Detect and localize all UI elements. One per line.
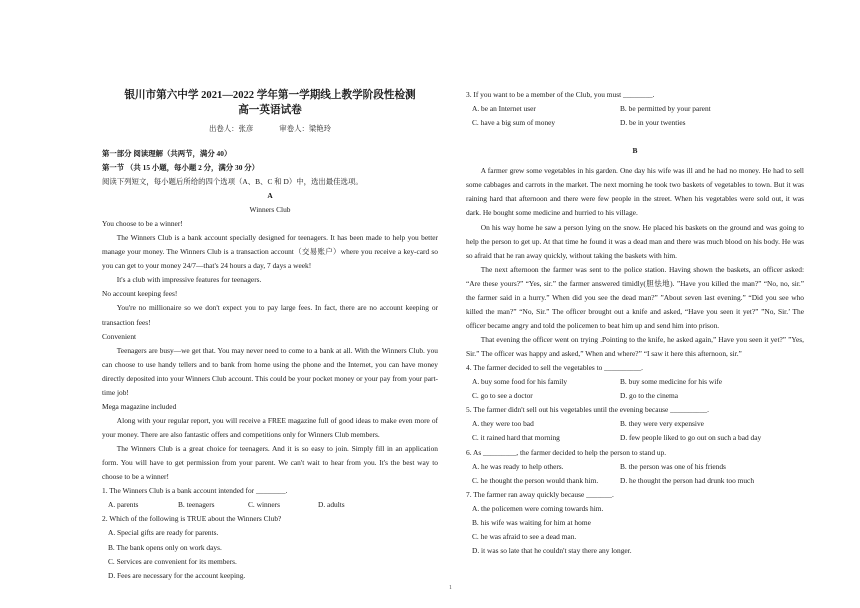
question-4-options xyxy=(466,375,804,389)
section-heading: 第一节 （共 15 小题，每小题 2 分，满分 30 分） xyxy=(102,162,260,172)
question-4-options xyxy=(466,389,804,403)
author: 出卷人：张彦 xyxy=(208,123,254,133)
question-4: 4. The farmer decided to sell the vegetables to __________. xyxy=(466,363,643,373)
option: B. teenagers xyxy=(178,500,215,510)
option: A. he was ready to help others. xyxy=(472,461,564,471)
option: B. be permitted by your parent xyxy=(620,104,711,114)
left-column xyxy=(102,0,438,583)
question-6-options xyxy=(466,460,804,474)
exam-authors xyxy=(102,122,438,136)
passage-line: You choose to be a winner! xyxy=(102,219,183,229)
option: C. Services are convenient for its members. xyxy=(108,556,237,566)
option: C. have a big sum of money xyxy=(472,118,556,128)
passage-paragraph: Teenagers are busy—we get that. You may never need to come to a bank at all. With the Winners Club. you can choose to use handy tellers and to bank from home using the phone and the Internet, you can have money directly deposited into your Winners Club account. This could be your pocket money or your pay from your part-time job! xyxy=(102,345,438,397)
option: C. he thought the person would thank him. xyxy=(472,475,599,485)
question-6-options xyxy=(466,474,804,488)
exam-subtitle: 高一英语试卷 xyxy=(238,105,302,117)
question-7: 7. The farmer ran away quickly because _______. xyxy=(466,489,614,499)
passage-title: Winners Club xyxy=(249,205,291,215)
option: D. it was so late that he couldn't stay there any longer. xyxy=(472,545,632,555)
option: A. the policemen were coming towards him. xyxy=(472,503,604,513)
part-heading: 第一部分 阅读理解（共两节，满分 40） xyxy=(102,148,232,158)
passage-paragraph: That evening the officer went on trying .Pointing to the knife, he asked again,” Have you seen it yet?” ”Yes, Sir.” The officer was happy and asked,” When and where?” “I saw it here this afternoon, sir.” xyxy=(466,335,804,359)
passage-letter: B xyxy=(632,146,638,156)
passage-paragraph: The Winners Club is a great choice for teenagers. And it is so easy to join. Simply fill in an application form. You will have to get permission from your parent. We can't wait to hear from you. It's the best way to choose to be a winner! xyxy=(102,444,438,482)
option: D. go to the cinema xyxy=(620,391,679,401)
passage-paragraph: The Winners Club is a bank account specially designed for teenagers. It has been made to help you better manage your money. The Winners Club is a transaction account（交易账户）where you receive a key-card so you can get to your money 24/7—that's 24 hours a day, 7 days a week! xyxy=(102,233,438,271)
option: A. be an Internet user xyxy=(472,104,536,114)
option: B. his wife was waiting for him at home xyxy=(472,517,591,527)
question-1-options xyxy=(102,498,438,512)
passage-paragraph: You're no millionaire so we don't expect you to pay large fees. In fact, there are no account keeping or transaction fees! xyxy=(102,303,438,327)
option: A. parents xyxy=(108,500,139,510)
option: C. go to see a doctor xyxy=(472,391,533,401)
passage-paragraph: The next afternoon the farmer was sent to the police station. Having shown the baskets, an officer asked: “Are these yours?” “Yes, sir.” the farmer answered timidly(胆怯地). ”Have you killed the man?” “No, no, sir.” the farmer said in a hurry.” When did you see the dead man?” ”About seven last evening.” “Did you see who killed the man?” “No, Sir.” The officer brought out a knife and asked, “Have you seen it yet?” ”No, Sir.’ The officer became angry and told the policemen to beat him up and send him into prison. xyxy=(466,264,804,330)
option: B. buy some medicine for his wife xyxy=(620,377,723,387)
question-3: 3. If you want to be a member of the Club, you must ________. xyxy=(466,90,655,99)
option: A. buy some food for his family xyxy=(472,377,568,387)
question-3-options xyxy=(466,116,804,130)
right-column xyxy=(466,88,804,558)
question-1: 1. The Winners Club is a bank account intended for ________. xyxy=(102,486,288,496)
option: B. The bank opens only on work days. xyxy=(108,542,222,552)
passage-paragraph: It's a club with impressive features for teenagers. xyxy=(116,275,262,285)
option: A. Special gifts are ready for parents. xyxy=(108,528,219,538)
option: D. be in your twenties xyxy=(620,118,686,128)
passage-subheading: Mega magazine included xyxy=(102,401,177,411)
option: B. the person was one of his friends xyxy=(620,461,726,471)
passage-paragraph: Along with your regular report, you will receive a FREE magazine full of good ideas to make even more of your money. There are also fantastic offers and competitions only for Winners Club members. xyxy=(102,415,438,440)
passage-subheading: Convenient xyxy=(102,331,137,341)
option: C. it rained hard that morning xyxy=(472,433,560,443)
option: A. they were too bad xyxy=(472,419,534,429)
option: D. he thought the person had drunk too much xyxy=(620,475,755,485)
question-5: 5. The farmer didn't sell out his vegetables until the evening because __________. xyxy=(466,405,709,415)
exam-title: 银川市第六中学 2021—2022 学年第一学期线上教学阶段性检测 高一英语试卷 xyxy=(102,88,438,119)
option: C. winners xyxy=(248,500,281,510)
option: B. they were very expensive xyxy=(620,419,704,429)
question-6: 6. As _________, the farmer decided to help the person to stand up. xyxy=(466,447,667,457)
question-3-options xyxy=(466,102,804,116)
passage-letter: A xyxy=(267,190,273,200)
question-5-options xyxy=(466,417,804,431)
question-2: 2. Which of the following is TRUE about the Winners Club? xyxy=(102,514,282,524)
option: C. he was afraid to see a dead man. xyxy=(472,531,577,541)
passage-paragraph: On his way home he saw a person lying on the snow. He placed his baskets on the ground and was going to help the person to get up. At that time he found it was a dead man and there was much blood on his body. He was so afraid that he ran away quickly, without taking the baskets with him. xyxy=(466,222,804,260)
question-5-options xyxy=(466,431,804,445)
option: D. adults xyxy=(318,500,345,510)
option: D. few people liked to go out on such a bad day xyxy=(620,433,762,443)
passage-subheading: No account keeping fees! xyxy=(102,289,178,299)
reviewer: 审卷人：梁艳玲 xyxy=(279,123,332,133)
page-number: 1 xyxy=(449,585,452,591)
option: D. Fees are necessary for the account keeping. xyxy=(108,570,246,580)
instruction: 阅读下列短文，每小题后所给的四个选项（A、B、C 和 D）中，选出最佳选项。 xyxy=(102,176,363,186)
passage-paragraph: A farmer grew some vegetables in his garden. One day his wife was ill and he had no money. He had to sell some cabbages and carrots in the market. The next morning he took two baskets of vegetables to town. But it was raining hard that afternoon and there were few people in the street. When his vegetables were sold out, it was dark. He bought some medicine and hurried to his village. xyxy=(466,166,804,218)
